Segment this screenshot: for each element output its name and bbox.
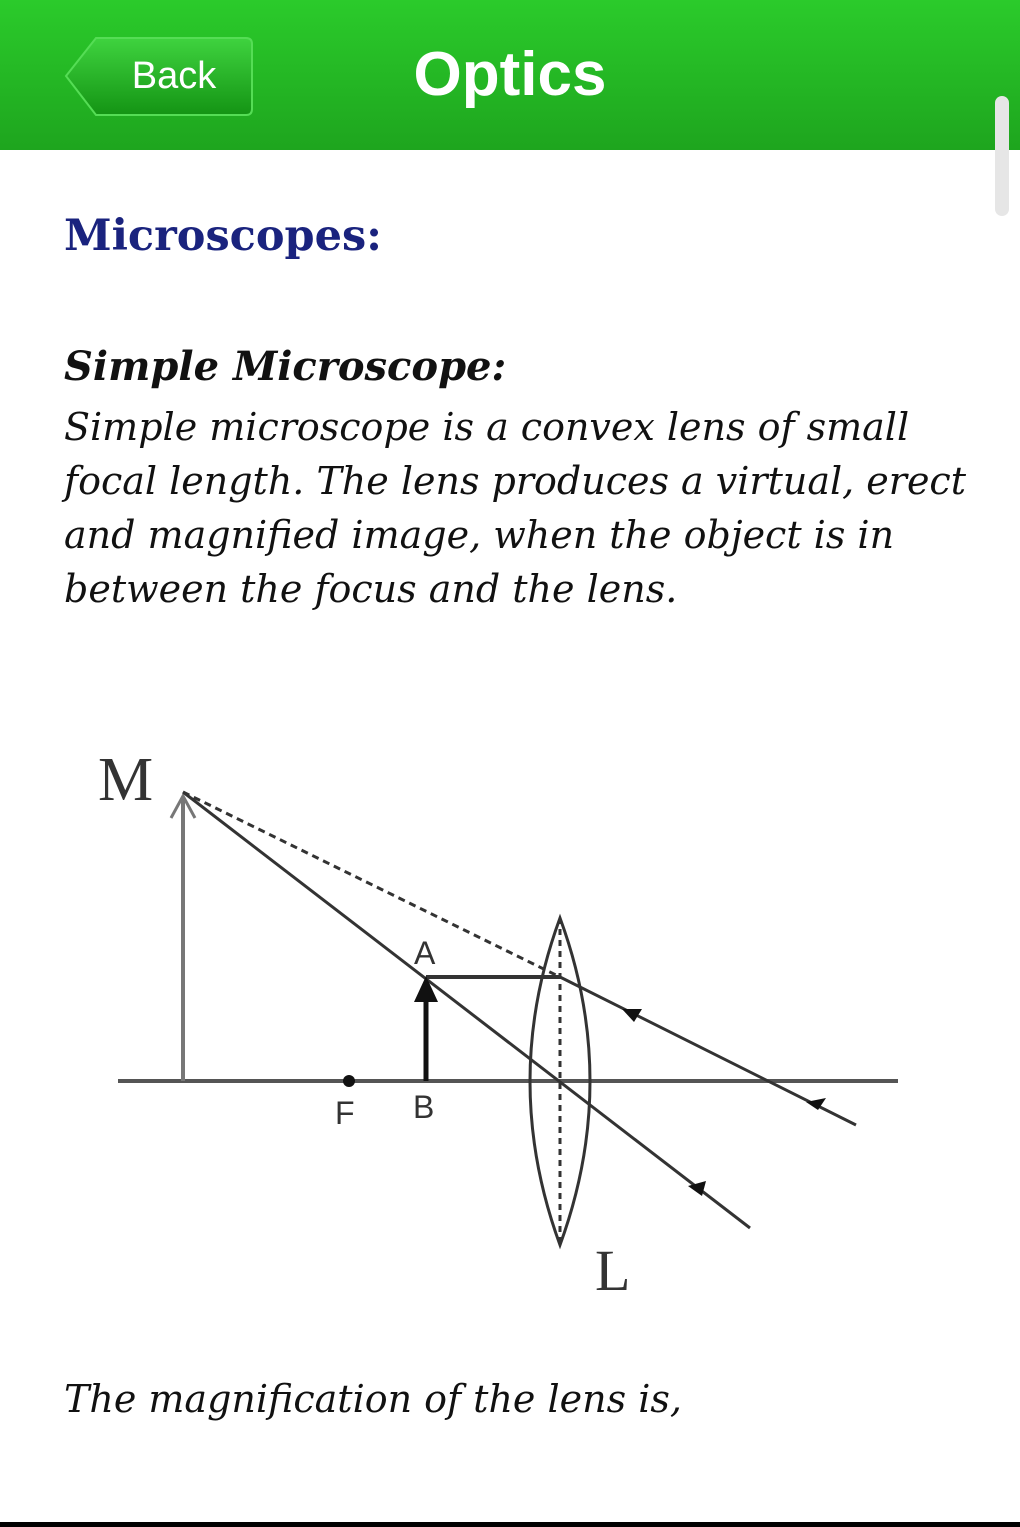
label-object-top: A	[414, 935, 436, 971]
subsection-title: Simple Microscope:	[64, 343, 507, 390]
bottom-edge	[0, 1522, 1020, 1527]
back-button-label: Back	[131, 55, 217, 97]
back-button[interactable]	[64, 35, 254, 118]
scrollbar-thumb[interactable]	[995, 96, 1009, 216]
focus-point	[343, 1075, 355, 1087]
label-object-base: B	[413, 1089, 435, 1125]
ray-through-center	[183, 792, 750, 1228]
simple-microscope-diagram	[70, 740, 930, 1300]
label-lens: L	[595, 1238, 631, 1300]
section-title: Microscopes:	[64, 211, 383, 261]
page-title: Optics	[413, 40, 607, 109]
label-image: M	[98, 746, 154, 814]
magnification-text: The magnification of the lens is,	[64, 1377, 682, 1421]
dashed-ray	[183, 792, 560, 977]
object-arrowhead	[414, 976, 438, 1002]
label-focus: F	[335, 1095, 355, 1131]
description-paragraph: Simple microscope is a convex lens of small focal length. The lens produces a virtual, erect and magnified image, when the object is in between the focus and the lens.	[64, 405, 966, 611]
app-header	[0, 0, 1020, 150]
